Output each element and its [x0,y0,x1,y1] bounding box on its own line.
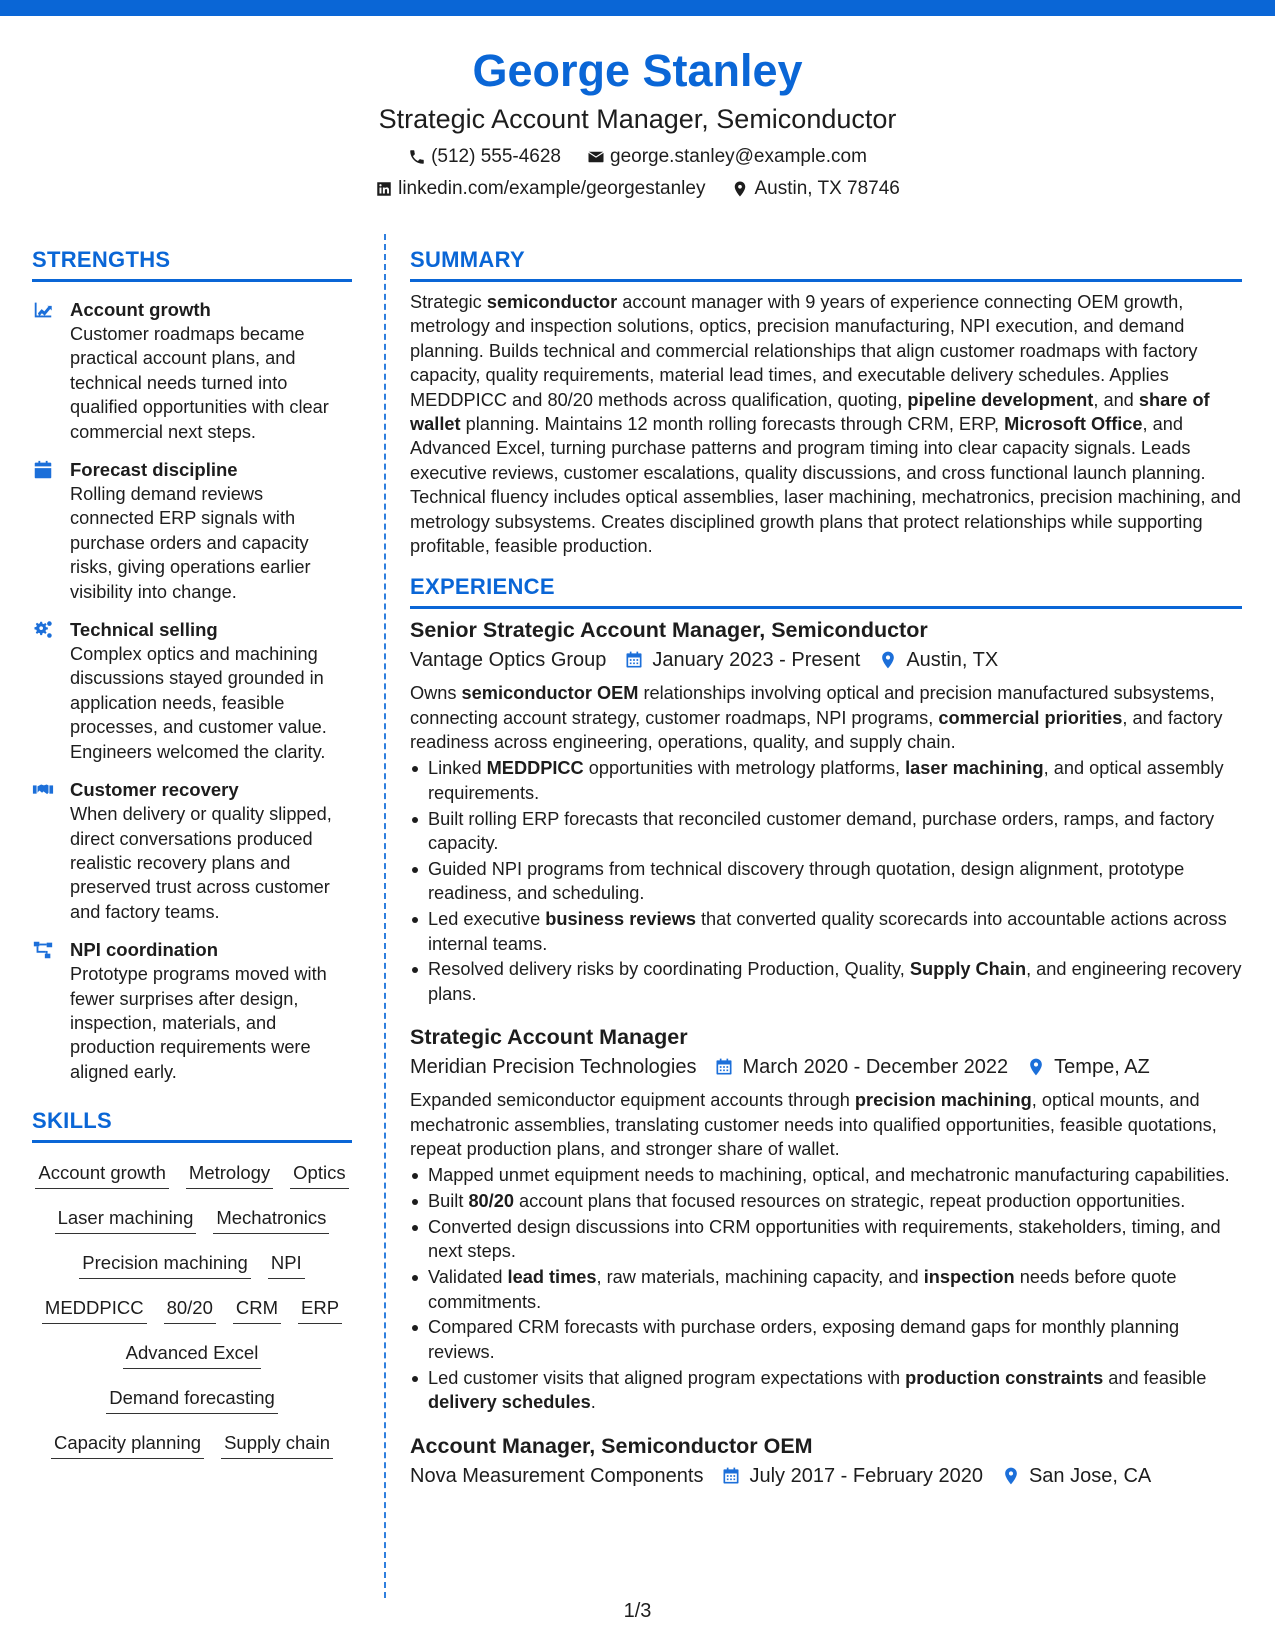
map-pin-icon [878,650,898,670]
emphasis-text: MEDDPICC [486,758,584,779]
candidate-role: Strategic Account Manager, Semiconductor [378,104,897,134]
skill-tag: Capacity planning [51,1431,204,1459]
email-contact[interactable] [587,145,867,169]
map-pin-icon [731,180,749,198]
skill-tag: ERP [298,1296,342,1324]
map-pin-icon [1026,1057,1046,1077]
job-description [410,1088,1242,1161]
text-segment: Compared CRM forecasts with purchase orders, exposing demand gaps for monthly planning reviews. [428,1317,1180,1362]
candidate-name: George Stanley [472,45,803,96]
strength-item [32,777,352,924]
job-description [410,681,1242,754]
skill-tag: Metrology [186,1161,273,1189]
right-column [410,245,1242,1490]
text-segment: , and factory readiness across engineering, operations, quality, and supply chain. [410,707,1223,753]
skill-tag: Mechatronics [213,1206,329,1234]
resume-header [0,40,1275,201]
contact-row-primary [0,145,1275,169]
linkedin-icon [375,180,393,198]
bullet-item [410,957,1242,1006]
text-segment: account plans that focused resources on strategic, repeat production opportunities. [513,1190,1186,1211]
location-text: Austin, TX 78746 [754,178,900,199]
gears-icon [32,619,54,641]
emphasis-text: 80/20 [468,1190,514,1211]
skill-row [32,1149,352,1194]
strength-title: NPI coordination [70,939,218,961]
bullet-item [410,1315,1242,1364]
job-meta [410,1053,1242,1081]
skill-tag: Precision machining [79,1251,251,1279]
emphasis-text: business reviews [545,909,696,930]
experience-heading: EXPERIENCE [410,572,1242,609]
bullet-item [410,1163,1242,1187]
summary-text [410,290,1242,558]
emphasis-text: Supply Chain [909,959,1027,980]
emphasis-text: lead times [507,1267,597,1288]
job-company: Nova Measurement Components [410,1464,704,1487]
map-pin-icon [1001,1466,1021,1486]
emphasis-text: share of wallet [410,389,1210,435]
text-segment: , and optical assembly requirements. [428,758,1224,803]
job-meta [410,1462,1242,1490]
skill-tag: Optics [290,1161,348,1189]
calendar-icon [32,459,54,481]
text-segment: Strategic [410,292,487,312]
skill-row [32,1374,352,1419]
summary-heading: SUMMARY [410,245,1242,282]
emphasis-text: laser machining [905,758,1044,779]
strength-text: Prototype programs moved with fewer surprises after design, inspection, materials, and production requirements were aligned early. [70,964,327,1082]
page-number: 1/3 [623,1600,652,1622]
strength-item [32,457,352,604]
skill-tag: Demand forecasting [106,1386,278,1414]
bullet-item [410,907,1242,956]
skill-tag: Account growth [35,1161,169,1189]
strengths-list [32,282,352,1084]
bullet-item [410,756,1242,805]
bullet-item [410,1215,1242,1264]
strength-title: Account growth [70,299,211,320]
text-segment: and feasible [1103,1367,1207,1388]
skill-tag: Laser machining [55,1206,197,1234]
text-segment: planning. Maintains 12 month rolling forecasts through CRM, ERP, [460,414,1005,435]
email-text[interactable]: george.stanley@example.com [610,146,867,167]
job-entry [410,1431,1242,1490]
job-dates: January 2023 - Present [652,649,861,672]
text-segment: Owns [410,683,462,704]
job-entry [410,615,1242,1006]
skill-row [32,1194,352,1239]
job-company: Vantage Optics Group [410,649,607,672]
trend-chart-icon [32,299,54,321]
job-title: Account Manager, Semiconductor OEM [410,1433,813,1458]
contact-row-secondary [0,177,1275,201]
emphasis-text: precision machining [854,1090,1032,1111]
job-location: Austin, TX [906,649,999,672]
strength-item [32,937,352,1084]
linkedin-text[interactable]: linkedin.com/example/georgestanley [398,178,706,199]
skill-tag: 80/20 [164,1296,216,1324]
envelope-icon [587,148,605,166]
text-segment: Guided NPI programs from technical discovery through quotation, design alignment, prototype readiness, and scheduling. [428,858,1185,904]
bullet-item [410,807,1242,856]
emphasis-text: semiconductor OEM [461,683,639,704]
calendar-icon [714,1057,734,1077]
job-company: Meridian Precision Technologies [410,1056,697,1079]
skill-tag: Advanced Excel [123,1341,262,1369]
text-segment: Validated [428,1267,508,1288]
phone-contact [408,145,561,169]
emphasis-text: Microsoft Office [1004,414,1143,435]
skills-heading: SKILLS [32,1106,352,1143]
text-segment: Converted design discussions into CRM opportunities with requirements, stakeholders, timing, and next steps. [428,1216,1221,1262]
skill-row [32,1329,352,1374]
bullet-item [410,1189,1242,1213]
phone-icon [408,148,426,166]
job-meta [410,646,1242,674]
text-segment: that converted quality scorecards into accountable actions across internal teams. [428,909,1227,954]
text-segment: opportunities with metrology platforms, [583,758,906,779]
strength-title: Customer recovery [70,779,239,801]
bullet-item [410,1366,1242,1415]
job-location: Tempe, AZ [1054,1056,1150,1079]
strength-text: Complex optics and machining discussions stayed grounded in application needs, feasible processes, and customer value. Engineers welcomed the clarity. [70,644,327,762]
text-segment: . [590,1392,596,1413]
emphasis-text: commercial priorities [938,707,1123,728]
strength-text: When delivery or quality slipped, direct conversations produced realistic recovery plans and preserved trust across customer and factory teams. [70,804,332,922]
text-segment: Resolved delivery risks by coordinating Production, Quality, [428,959,910,980]
strength-text: Customer roadmaps became practical account plans, and technical needs turned into qualified opportunities with clear commercial next steps. [70,324,329,442]
bullet-item [410,857,1242,906]
job-title: Strategic Account Manager [410,1025,688,1050]
text-segment: , optical mounts, and mechatronic assemblies, translating customer needs into qualified opportunities, feasible quotations, repeat production plans, and stronger share of wallet. [410,1090,1217,1160]
strength-item [32,617,352,764]
top-accent-bar [0,0,1275,16]
text-segment: , raw materials, machining capacity, and [596,1267,924,1288]
column-divider [384,234,386,1598]
text-segment: needs before quote commitments. [428,1267,1177,1312]
strengths-heading: STRENGTHS [32,245,352,282]
strength-title: Forecast discipline [70,459,238,481]
strength-title: Technical selling [70,619,218,641]
skills-list [32,1149,352,1464]
skill-row [32,1419,352,1464]
skill-tag: Supply chain [221,1431,333,1459]
skill-tag: CRM [233,1296,281,1324]
job-dates: July 2017 - February 2020 [749,1464,983,1487]
emphasis-text: semiconductor [486,292,618,312]
strength-item [32,297,352,444]
text-segment: Linked [428,758,487,779]
phone-text: (512) 555-4628 [431,146,561,167]
emphasis-text: delivery schedules [428,1392,591,1413]
skill-row [32,1284,352,1329]
text-segment: Built [428,1190,469,1211]
emphasis-text: production constraints [905,1367,1104,1388]
text-segment: Expanded semiconductor equipment accounts through [410,1090,855,1111]
text-segment: , and [1093,389,1139,410]
emphasis-text: inspection [923,1267,1015,1288]
skill-tag: NPI [268,1251,305,1279]
emphasis-text: pipeline development [907,389,1094,410]
job-title: Senior Strategic Account Manager, Semiconductor [410,618,928,643]
text-segment: Led customer visits that aligned program expectations with [428,1367,906,1388]
strength-text: Rolling demand reviews connected ERP signals with purchase orders and capacity risks, giving operations earlier visibility into change. [70,484,311,602]
text-segment: , and engineering recovery plans. [428,959,1242,1004]
text-segment: , and Advanced Excel, turning purchase patterns and program timing into clear capacity signals. Leads executive reviews, customer escalations, quality discussions, and cross functional launch planning. Technical fluency includes optical assemblies, laser machining, mechatronics, precision machining, and metrology subsystems. Creates disciplined growth plans that protect relationships while supporting profitable, feasible production. [410,414,1241,557]
skill-row [32,1239,352,1284]
text-segment: Mapped unmet equipment needs to machining, optical, and mechatronic manufacturing capabilities. [428,1164,1230,1185]
text-segment: relationships involving optical and precision manufactured subsystems, connecting account strategy, customer roadmaps, NPI programs, [410,683,1215,728]
network-icon [32,939,54,961]
calendar-icon [624,650,644,670]
linkedin-contact[interactable] [375,177,705,201]
bullet-item [410,1265,1242,1314]
handshake-icon [32,779,54,801]
text-segment: account manager with 9 years of experience connecting OEM growth, metrology and inspection solutions, optics, precision manufacturing, NPI execution, and demand planning. Builds technical and commercial relationships that align customer roadmaps with factory capacity, quality requirements, material lead times, and executable delivery schedules. Applies MEDDPICC and 80/20 methods across qualification, quoting, [410,292,1198,410]
job-entry [410,1022,1242,1414]
job-bullets [410,756,1242,1006]
left-column [32,245,352,1464]
job-dates: March 2020 - December 2022 [742,1056,1009,1079]
job-location: San Jose, CA [1028,1464,1152,1487]
text-segment: Led executive [428,909,546,930]
location-contact [731,177,899,201]
text-segment: Built rolling ERP forecasts that reconciled customer demand, purchase orders, ramps, and factory capacity. [428,808,1215,853]
job-bullets [410,1163,1242,1415]
skill-tag: MEDDPICC [42,1296,147,1324]
calendar-icon [721,1466,741,1486]
